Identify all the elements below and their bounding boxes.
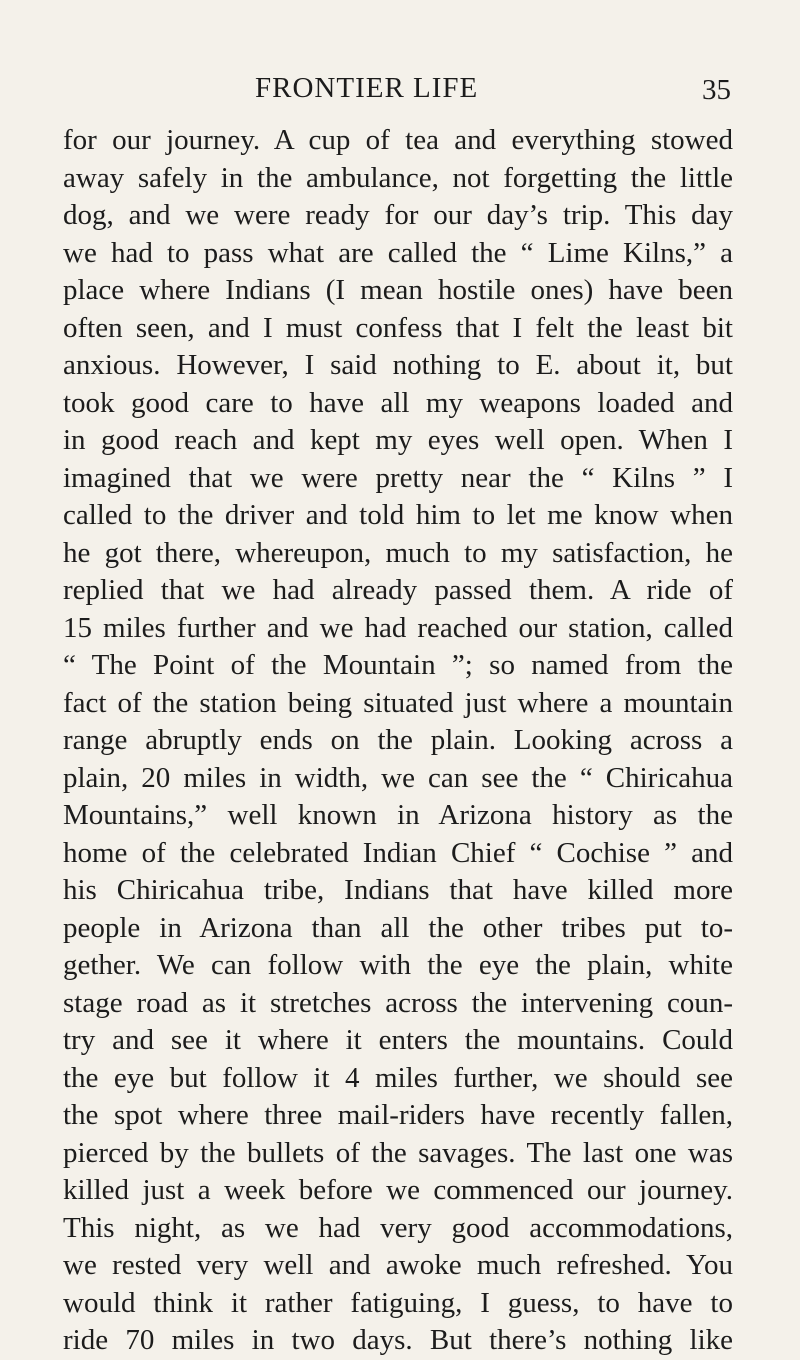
text-line: try and see it where it enters the mountains. Could	[63, 1024, 733, 1056]
text-line: in good reach and kept my eyes well open. When I	[63, 424, 733, 456]
text-line: away safely in the ambulance, not forgetting the little	[63, 161, 733, 194]
text-line: the eye but follow it 4 miles further, we should see	[63, 1061, 733, 1094]
text-line: stage road as it stretches across the intervening coun-	[63, 986, 733, 1019]
page-number: 35	[702, 74, 731, 106]
text-line: would think it rather fatiguing, I guess, to have to	[63, 1286, 733, 1319]
text-line: gether. We can follow with the eye the plain, white	[63, 949, 733, 981]
text-line: Mountains,” well known in Arizona history as the	[63, 799, 733, 831]
page-header	[0, 72, 800, 112]
text-line: imagined that we were pretty near the “ Kilns ” I	[63, 461, 733, 494]
text-line: fact of the station being situated just where a mountain	[63, 686, 733, 719]
text-line: we rested very well and awoke much refreshed. You	[63, 1249, 733, 1281]
text-line: called to the driver and told him to let me know when	[63, 499, 733, 531]
text-line: pierced by the bullets of the savages. The last one was	[63, 1136, 733, 1169]
text-line: dog, and we were ready for our day’s trip. This day	[63, 199, 733, 231]
text-line: he got there, whereupon, much to my satisfaction, he	[63, 536, 733, 569]
text-line: for our journey. A cup of tea and everything stowed	[63, 124, 733, 156]
text-line: ride 70 miles in two days. But there’s nothing like	[63, 1324, 733, 1356]
text-line: replied that we had already passed them. A ride of	[63, 574, 733, 606]
text-line: his Chiricahua tribe, Indians that have killed more	[63, 874, 733, 906]
text-line: often seen, and I must confess that I felt the least bit	[63, 311, 733, 344]
text-line: This night, as we had very good accommodations,	[63, 1211, 733, 1244]
text-line: place where Indians (I mean hostile ones) have been	[63, 274, 733, 306]
text-line: anxious. However, I said nothing to E. about it, but	[63, 349, 733, 381]
text-line: home of the celebrated Indian Chief “ Cochise ” and	[63, 836, 733, 869]
running-title: FRONTIER LIFE	[255, 72, 479, 104]
text-line: people in Arizona than all the other tribes put to-	[63, 911, 733, 944]
text-line: we had to pass what are called the “ Lime Kilns,” a	[63, 236, 733, 269]
text-line: range abruptly ends on the plain. Looking across a	[63, 724, 733, 756]
text-line: “ The Point of the Mountain ”; so named from the	[63, 649, 733, 681]
text-line: plain, 20 miles in width, we can see the “ Chiricahua	[63, 761, 733, 794]
text-line: killed just a week before we commenced our journey.	[63, 1174, 733, 1206]
text-line: the spot where three mail-riders have recently fallen,	[63, 1099, 733, 1131]
body-text	[63, 122, 733, 1360]
text-line: took good care to have all my weapons loaded and	[63, 386, 733, 419]
text-line: 15 miles further and we had reached our station, called	[63, 611, 733, 644]
